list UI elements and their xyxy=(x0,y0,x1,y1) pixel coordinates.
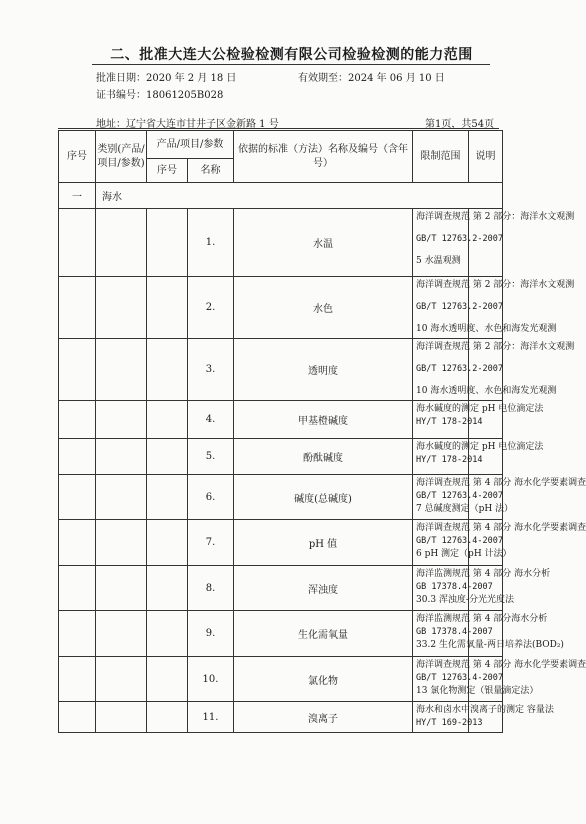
header-standard: 依据的标准（方法）名称及编号（含年号） xyxy=(234,131,413,183)
standard-cell: 海洋调查规范 第 2 部分：海洋水文观测 GB/T 12763.2-2007 10 海水透明度、水色和海发光观测 xyxy=(413,339,469,401)
item-number: 11. xyxy=(188,702,234,733)
certificate-number: 证书编号：18061205B028 xyxy=(96,90,224,101)
item-number: 4. xyxy=(188,401,234,439)
item-name: 生化需氧量 xyxy=(234,611,413,657)
address-underline xyxy=(58,128,499,129)
table-row xyxy=(59,702,503,733)
item-number: 1. xyxy=(188,209,234,277)
item-name: 溴离子 xyxy=(234,702,413,733)
page-info: 第1页，共54页 xyxy=(425,119,495,130)
item-name: pH 值 xyxy=(234,520,413,566)
table-row xyxy=(59,475,503,520)
standard-cell: 海洋调查规范 第 2 部分：海洋水文观测 GB/T 12763.2-2007 10 海水透明度、水色和海发光观测 xyxy=(413,277,469,339)
section-row xyxy=(59,183,503,209)
header-seq: 序号 xyxy=(59,131,96,183)
item-number: 10. xyxy=(188,657,234,702)
item-name: 水温 xyxy=(234,209,413,277)
standard-cell: 海水碱度的测定 pH 电位滴定法 HY/T 178-2014 xyxy=(413,401,469,439)
item-name: 酚酞碱度 xyxy=(234,439,413,475)
table-row xyxy=(59,520,503,566)
item-name: 透明度 xyxy=(234,339,413,401)
standard-cell: 海洋调查规范 第 2 部分：海洋水文观测 GB/T 12763.2-2007 5 水温观测 xyxy=(413,209,469,277)
standard-cell: 海洋监测规范 第 4 部分海水分析 GB 17378.4-2007 33.2 生化需氧量-两日培养法(BOD₂) xyxy=(413,611,469,657)
item-number: 7. xyxy=(188,520,234,566)
address: 地址：辽宁省大连市甘井子区金新路 1 号 xyxy=(96,119,279,130)
standard-cell: 海洋调查规范 第 4 部分 海水化学要素调查 GB/T 12763.4-2007 6 pH 测定（pH 计法） xyxy=(413,520,469,566)
header-category: 类别(产品/项目/参数) xyxy=(96,131,147,183)
table-row xyxy=(59,277,503,339)
item-number: 8. xyxy=(188,566,234,611)
item-name: 水色 xyxy=(234,277,413,339)
table-row xyxy=(59,209,503,277)
title-underline xyxy=(92,64,490,65)
section-name: 海水 xyxy=(96,183,503,209)
item-name: 浑浊度 xyxy=(234,566,413,611)
standard-cell: 海洋监测规范 第 4 部分 海水分析 GB 17378.4-2007 30.3 浑浊度-分光光度法 xyxy=(413,566,469,611)
item-number: 5. xyxy=(188,439,234,475)
table-row xyxy=(59,401,503,439)
page-title: 二、批准大连大公检验检测有限公司检验检测的能力范围 xyxy=(110,47,473,63)
standard-cell: 海水和卤水中溴离子的测定 容量法 HY/T 169-2013 xyxy=(413,702,469,733)
table-row xyxy=(59,439,503,475)
header-product-group: 产品/项目/参数 xyxy=(147,131,234,159)
capability-table xyxy=(58,130,586,733)
item-number: 3. xyxy=(188,339,234,401)
standard-cell: 海洋调查规范 第 4 部分 海水化学要素调查 GB/T 12763.4-2007 13 氯化物测定（银量滴定法） xyxy=(413,657,469,702)
table-row xyxy=(59,339,503,401)
item-number: 2. xyxy=(188,277,234,339)
item-name: 碱度(总碱度) xyxy=(234,475,413,520)
table-row xyxy=(59,611,503,657)
item-name: 甲基橙碱度 xyxy=(234,401,413,439)
approval-date: 批准日期：2020 年 2 月 18 日 xyxy=(96,73,237,84)
table-row xyxy=(59,657,503,702)
header-name: 名称 xyxy=(188,159,234,183)
valid-until: 有效期至：2024 年 06 月 10 日 xyxy=(298,73,445,84)
item-number: 6. xyxy=(188,475,234,520)
standard-cell: 海洋调查规范 第 4 部分 海水化学要素调查 GB/T 12763.4-2007 7 总碱度测定（pH 法） xyxy=(413,475,469,520)
table-row xyxy=(59,566,503,611)
header-note: 说明 xyxy=(469,131,503,183)
item-name: 氯化物 xyxy=(234,657,413,702)
header-sub-seq: 序号 xyxy=(147,159,188,183)
standard-cell: 海水碱度的测定 pH 电位滴定法 HY/T 178-2014 xyxy=(413,439,469,475)
item-number: 9. xyxy=(188,611,234,657)
section-seq: 一 xyxy=(59,183,96,209)
header-limit: 限制范围 xyxy=(413,131,469,183)
